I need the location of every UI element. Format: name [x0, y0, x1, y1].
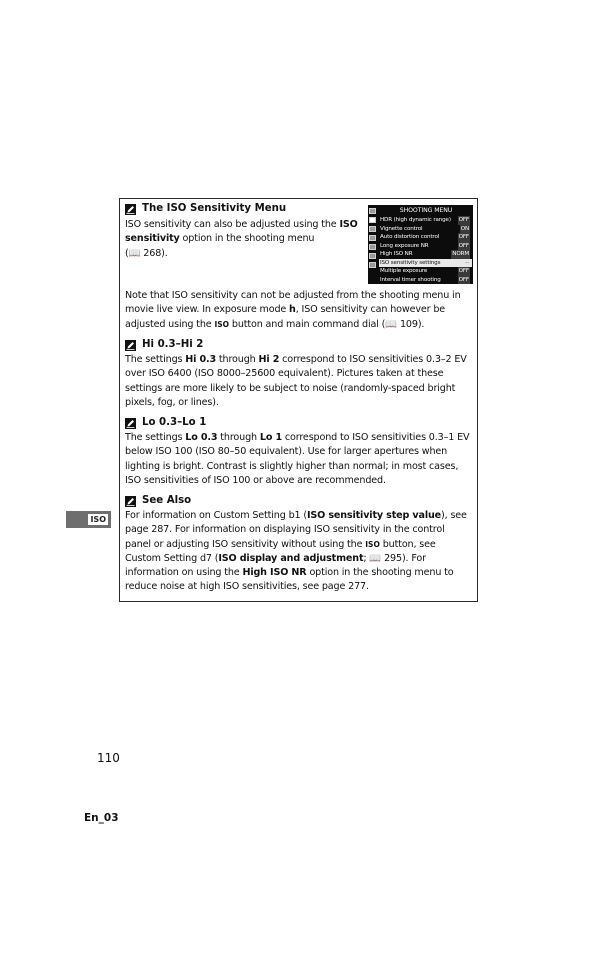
heading-text: Hi 0.3–Hi 2: [142, 339, 204, 350]
section-see-also: [125, 494, 472, 595]
menu-tab-icons: [369, 208, 378, 271]
help-icon: [369, 262, 376, 268]
heading-text: Lo 0.3–Lo 1: [142, 417, 207, 428]
pencil-note-icon: [125, 340, 136, 351]
pencil-note-icon: [125, 418, 136, 429]
heading-text: The ISO Sensitivity Menu: [142, 203, 287, 214]
menu-row: HDR (high dynamic range) OFF: [380, 217, 469, 223]
menu-row: Auto distortion control OFF: [380, 234, 469, 240]
menu-title: SHOOTING MENU: [399, 207, 453, 214]
hi-paragraph: The settings Hi 0.3 through Hi 2 correspond to ISO sensitivities 0.3–2 EV over ISO 6400 (ISO 8000–25600 equivalent). Pictures taken at these settings are more likely to be subject to noise (randomly-spaced bright pixels, fog, or lines).: [125, 354, 467, 408]
menu-rows: [379, 216, 472, 284]
section-heading: [125, 494, 472, 508]
my-menu-tab-icon: [369, 253, 376, 259]
book-icon: 📖: [385, 318, 398, 330]
menu-row: Long exposure NR OFF: [380, 242, 469, 249]
menu-row-selected: ISO sensitivity settings --: [379, 259, 472, 268]
wrench-tab-icon: [369, 235, 376, 241]
menu-row: Interval timer shooting OFF: [380, 276, 469, 283]
pencil-tab-icon: [369, 226, 376, 232]
iso-chapter-tab-label: ISO: [90, 515, 106, 524]
camera-tab-icon: [369, 217, 376, 223]
pencil-note-icon: [125, 204, 136, 215]
lo-paragraph: The settings Lo 0.3 through Lo 1 correspond to ISO sensitivities 0.3–1 EV below ISO 100 (ISO 80–50 equivalent). Use for larger apertures when lighting is bright. Contrast is slightly higher than normal; in most cases, ISO sensitivities of ISO 100 or above are recommended.: [125, 432, 470, 486]
footer-code: En_03: [84, 812, 119, 824]
page-number: 110: [97, 751, 120, 765]
iso-menu-paragraph-2: Note that ISO sensitivity can not be adjusted from the shooting menu in movie live view. In exposure mode h, ISO sensitivity can however be adjusted using the ISO button and main command dial (📖 109).: [125, 290, 461, 330]
iso-menu-paragraph-1: ISO sensitivity can also be adjusted using the ISO sensitivity option in the shooting menu (📖 268).: [125, 219, 358, 259]
movie-mode-h-icon: h: [289, 304, 296, 316]
see-also-paragraph: For information on Custom Setting b1 (ISO sensitivity step value), see page 287. For information on displaying ISO sensitivity in the control panel or adjusting ISO sensitivity without using the ISO button, see Custom Setting d7 (ISO display and adjustment; 📖 295). For information on using the High ISO NR option in the shooting menu to reduce noise at high ISO sensitivities, see page 277.: [125, 510, 467, 593]
section-lo: [125, 416, 472, 488]
menu-row: High ISO NR NORM: [380, 251, 469, 257]
info-box: [119, 198, 478, 602]
section-hi: [125, 338, 472, 410]
retouch-tab-icon: [369, 244, 376, 250]
section-heading: [125, 416, 472, 430]
playback-tab-icon: [369, 208, 376, 214]
iso-chapter-tab: [66, 511, 111, 528]
shooting-menu-screenshot: [368, 205, 473, 284]
menu-row: Vignette control ON: [380, 225, 469, 232]
book-icon: 📖: [369, 552, 382, 564]
pencil-note-icon: [125, 496, 136, 507]
section-heading: [125, 338, 472, 352]
heading-text: See Also: [142, 495, 192, 506]
menu-row: Multiple exposure OFF: [380, 268, 469, 274]
book-icon: 📖: [128, 247, 141, 259]
